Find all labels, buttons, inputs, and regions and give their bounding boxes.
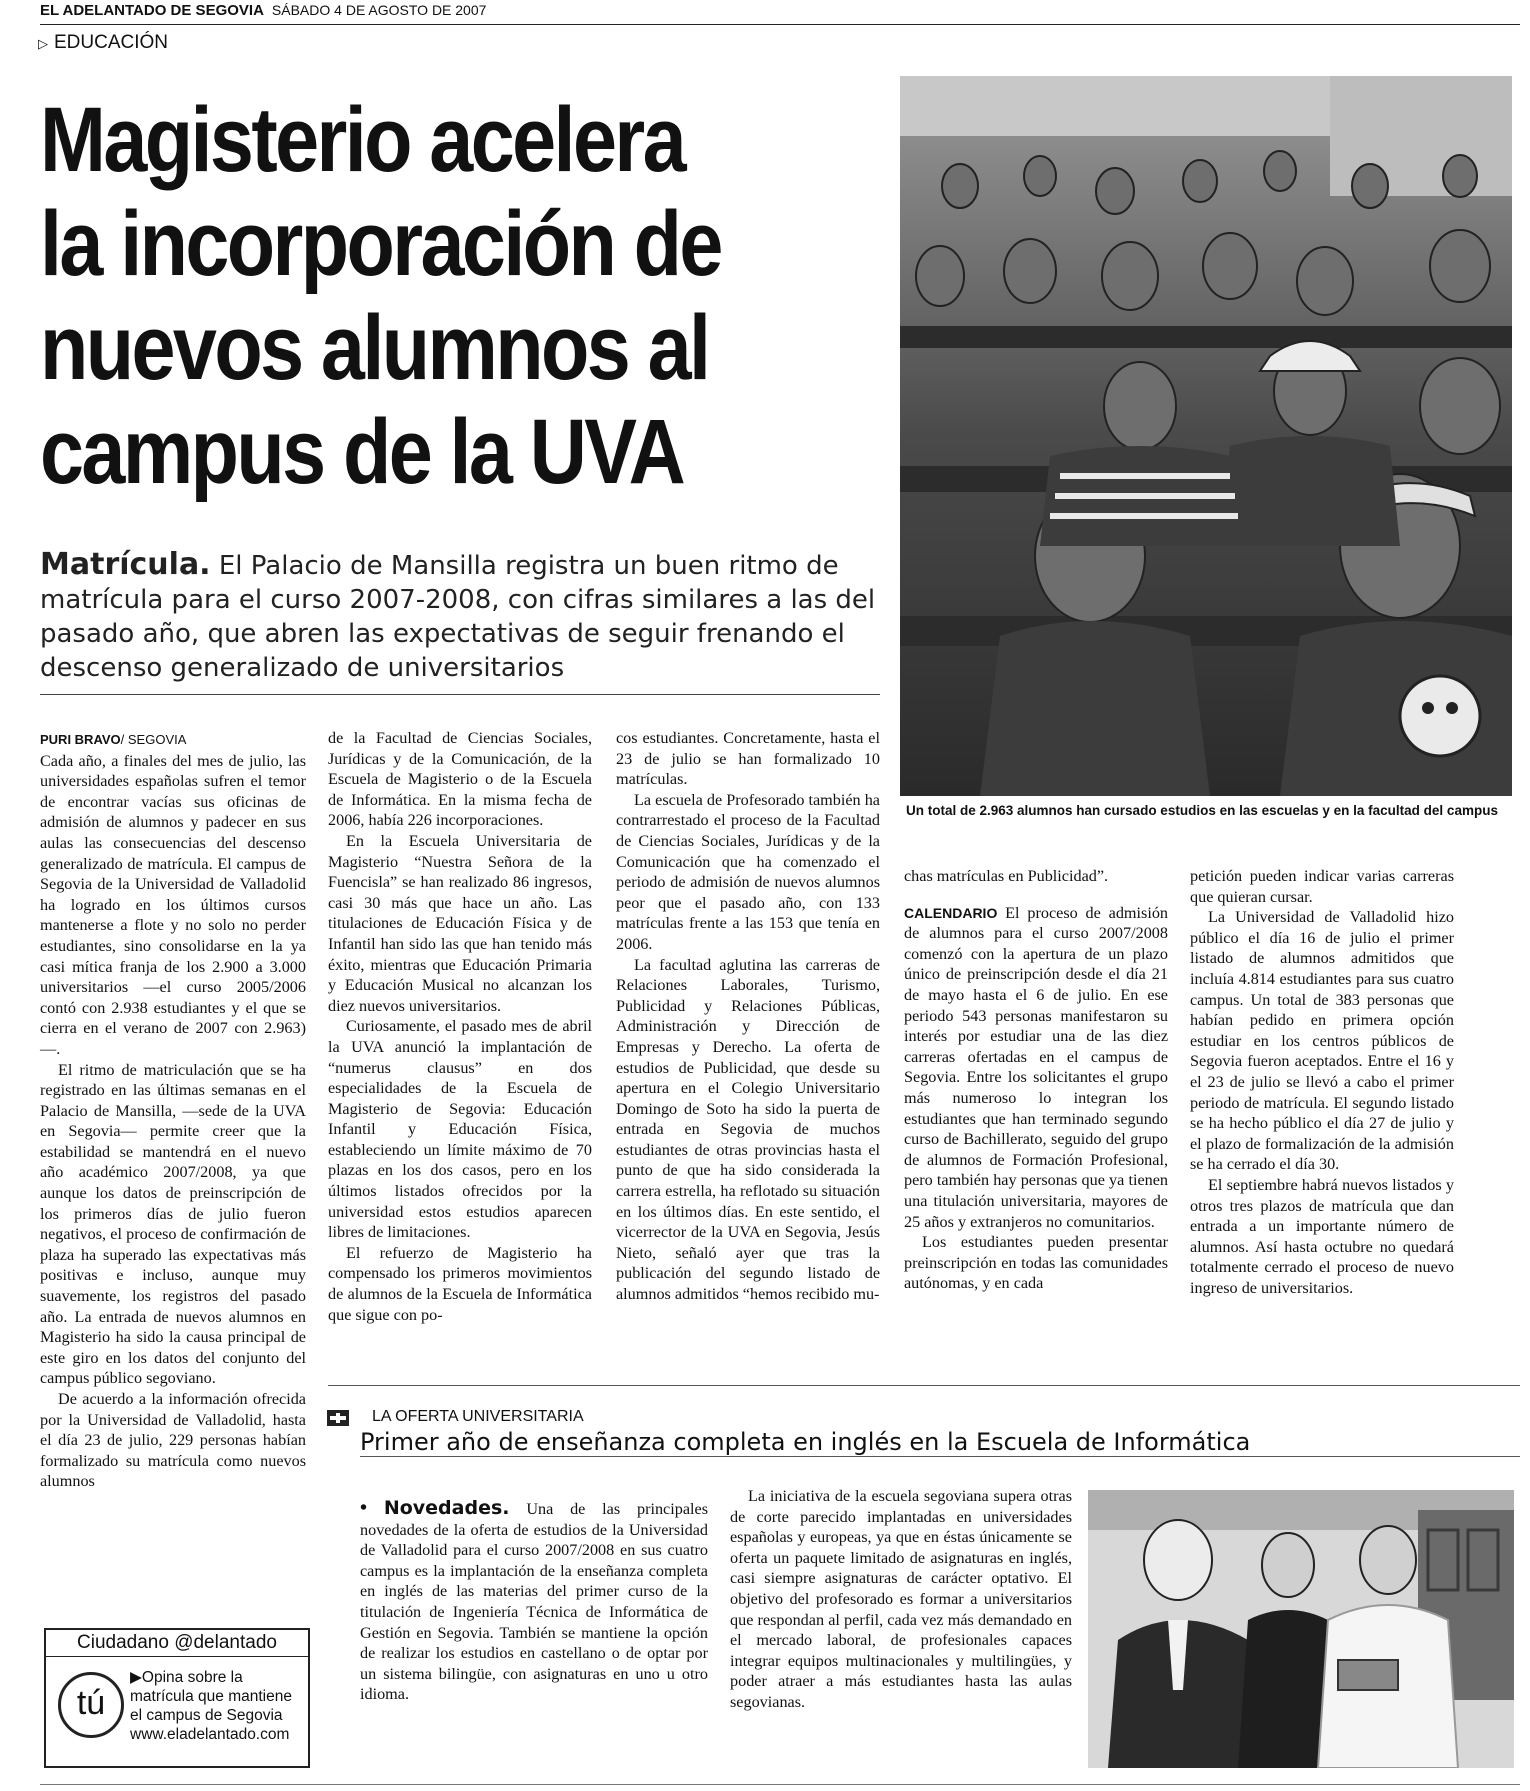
photo-caption: Un total de 2.963 alumnos han cursado estudios en las escuelas y en la facultad del campus [906,803,1498,818]
subheadline-lead: Matrícula. [40,547,211,582]
divider [328,1385,1520,1386]
website-link[interactable]: www.eladelantado.com [130,1726,290,1743]
sidebar-headline: Primer año de enseñanza completa en inglés en la Escuela de Informática [360,1428,1251,1456]
sidebar-label: LA OFERTA UNIVERSITARIA [372,1408,584,1425]
paragraph [360,1498,708,1705]
paragraph: Los estudiantes pueden presentar preinscripción en todas las comunidades autónomas, y en cada [904,1233,1168,1293]
tu-logo: tú [58,1672,124,1738]
paragraph: Cada año, a finales del mes de julio, las universidades españolas sufren el temor de encontrar vacías sus oficinas de admisión de alumnos y padecer en sus aulas las consecuencias del descenso generalizado de matrícula. El campus de Segovia de la Universidad de Valladolid ha logrado en los últimos cursos mantenerse a flote y no solo no perder estudiantes, sino consolidarse en la ya casi mítica franja de los 2.900 a 3.000 universitarios —el curso 2005/2006 contó con 2.938 estudiantes y el que se cierra en el verano de 2007 con 2.963)—. [40,751,306,1058]
subheadline [40,548,880,685]
box-title: Ciudadano @delantado [46,1630,308,1657]
paragraph: cos estudiantes. Concretamente, hasta el 23 de julio se han formalizado 10 matrículas. [616,729,880,789]
calendario-lead: CALENDARIO [904,904,998,921]
issue-date: SÁBADO 4 DE AGOSTO DE 2007 [271,2,487,18]
paragraph: El septiembre habrá nuevos listados y otros tres plazos de matrícula que dan entrada a un importante número de alumnos. Así hasta octubre no quedará totalmente cerrado el proceso de nuevo ingreso de universitarios. [1190,1175,1454,1297]
novedades-lead: Novedades. [383,1497,510,1519]
paragraph: petición pueden indicar varias carreras que quieran cursar. [1190,867,1454,906]
opinion-prompt: Opina sobre la matrícula que mantiene el campus de Segovia [130,1669,292,1724]
divider [40,694,880,695]
article-column-4 [904,866,1168,1294]
triangle-icon: ▶ [130,1669,142,1686]
professors-photo [1088,1490,1514,1768]
sidebar-column-1 [360,1498,708,1705]
headline-line: nuevos alumnos al [40,297,709,399]
paragraph-text: Una de las principales novedades de la oferta de estudios de la Universidad de Valladolid para el curso 2007/2008 en sus cuatro campus es la implantación de la enseñanza completa en inglés de las materias del primer curso de la titulación de Ingeniería Técnica de Informática de Gestión en Segovia. También se mantiene la opción de realizar los estudios en castellano o de optar por un sistema bilingüe, con asignaturas en uno u otro idioma. [360,1500,708,1704]
divider [360,1456,1520,1457]
headline-line: campus de la UVA [40,401,684,503]
byline-place: / SEGOVIA [120,732,187,747]
paragraph: La facultad aglutina las carreras de Relaciones Laborales, Turismo, Publicidad y Relaciones Públicas, Administración y Dirección de Empresas y Derecho. La oferta de estudios de Publicidad, que desde su apertura en el Colegio Universitario Domingo de Soto ha sido la puerta de entrada en Segovia de muchos estudiantes de otras provincias hasta el punto de que ha sido considerada la carrera estrella, ha reflotado su situación en los últimos días. En este sentido, el vicerrector de la UVA en Segovia, Jesús Nieto, señaló ayer que tras la publicación del segundo listado de alumnos admitidos “hemos recibido mu- [616,955,880,1304]
classroom-photo [900,76,1512,796]
section-name: EDUCACIÓN [54,32,169,53]
author: PURI BRAVO [40,732,121,747]
paragraph: Curiosamente, el pasado mes de abril la UVA anunció la implantación de “numerus clausus” en dos especialidades de la Escuela de Magisterio de Segovia: Educación Infantil y Educación Física, estableciendo un límite máximo de 70 plazas en los dos casos, pero en los últimos listados ofrecidos por la universidad estos estudios aparecen libres de limitaciones. [328,1017,592,1242]
section-label [38,32,168,54]
paragraph: de la Facultad de Ciencias Sociales, Jurídicas y de la Comunicación, de la Escuela de Magisterio o de la Escuela de Informática. En la misma fecha de 2006, había 226 incorporaciones. [328,729,592,830]
paragraph: De acuerdo a la información ofrecida por la Universidad de Valladolid, hasta el día 23 de julio, 229 personas habían formalizado su matrícula como nuevos alumnos [40,1390,306,1491]
reader-opinion-box [44,1628,310,1768]
box-text [130,1668,302,1744]
article-column-5 [1190,866,1454,1298]
masthead [40,2,1520,25]
article-column-3 [616,728,880,1305]
paragraph-text: El proceso de admisión de alumnos para el curso 2007/2008 comenzó con la apertura de un plazo único de preinscripción desde el día 21 de mayo hasta el 6 de julio. En ese periodo 543 personas manifestaron su interés por estudiar una de las diez carreras ofertadas en el campus de Segovia. Entre los solicitantes el grupo más numeroso lo integran los estudiantes que han terminado segundo curso de Bachillerato, seguido del grupo de alumnos de Formación Profesional, pero también hay personas que ya tienen una titulación universitaria, mayores de 25 años y extranjeros no comunitarios. [904,903,1169,1231]
paragraph: La iniciativa de la escuela segoviana supera otras de corte parecido implantadas en universidades españolas y europeas, ya que en éstas únicamente se oferta un paquete limitado de asignaturas en inglés, casi siempre asignaturas de carácter optativo. El objetivo del profesorado es formar a universitarios que respondan al perfil, cada vez más demandado en el mercado laboral, de profesionales capaces integrar equipos multinacionales y multilingües, y poder atraer a más estudiantes hasta las aulas segovianas. [730,1487,1072,1711]
subheadline-text: El Palacio de Mansilla registra un buen ritmo de matrícula para el curso 2007-2008, con cifras similares a las del pasado año, que abren las expectativas de seguir frenando el descenso generalizado de universitarios [40,551,876,683]
publication-name: EL ADELANTADO DE SEGOVIA [40,2,264,19]
paragraph [904,903,1168,1233]
byline [40,730,306,751]
paragraph: chas matrículas en Publicidad”. [904,867,1109,885]
article-column-1 [40,730,306,1492]
headline [40,88,745,504]
bullet-icon: • [360,1497,368,1519]
paragraph: El refuerzo de Magisterio ha compensado los primeros movimientos de alumnos de la Escuela de Informática que sigue con po- [328,1243,592,1324]
paragraph: La Universidad de Valladolid hizo público el día 16 de julio el primer listado de alumnos admitidos que incluía 4.814 estudiantes para sus cuatro campus. Un total de 383 personas que habían pedido en primera opción estudiar en los centros públicos de Segovia fueron aceptados. Entre el 16 y el 23 de julio se llevó a cabo el primer periodo de matrícula. El segundo listado se ha hecho público el día 27 de julio y el plazo de formalización de la admisión se ha cerrado el día 30. [1190,908,1454,1174]
article-column-2 [328,728,592,1325]
paragraph: La escuela de Profesorado también ha contrarrestado el proceso de la Facultad de Ciencias Sociales, Jurídicas y de la Comunicación que ha comenzado el periodo de admisión de nuevos alumnos peor que el pasado año, con 133 matrículas frente a las 153 que tenía en 2006. [616,790,880,953]
headline-line: la incorporación de [40,193,721,295]
university-icon [327,1410,349,1426]
headline-line: Magisterio acelera [40,89,685,191]
paragraph: El ritmo de matriculación que se ha registrado en las últimas semanas en el Palacio de Mansilla, —sede de la UVA en Segovia— permite creer que la estabilidad se mantendrá en el nuevo año académico 2007/2008, ya que aunque los datos de preinscripción de los primeros días de julio fueron negativos, el proceso de confirmación de plaza ha superado las expectativas más positivas e incluso, aunque muy suavemente, los registros del pasado año. La entrada de nuevos alumnos en Magisterio ha sido la causa principal de este giro en los datos del conjunto del campus público segoviano. [40,1060,306,1388]
sidebar-column-2 [730,1486,1072,1713]
arrow-icon: ▷ [38,36,48,51]
paragraph: En la Escuela Universitaria de Magisterio “Nuestra Señora de la Fuencisla” se han realizado 86 ingresos, casi 30 más que hace un año. Las titulaciones de Educación Física y de Infantil han sido las que han tenido más éxito, mientras que Educación Primaria y Educación Musical no alcanzan los diez nuevos universitarios. [328,831,592,1015]
divider [40,1784,1520,1785]
